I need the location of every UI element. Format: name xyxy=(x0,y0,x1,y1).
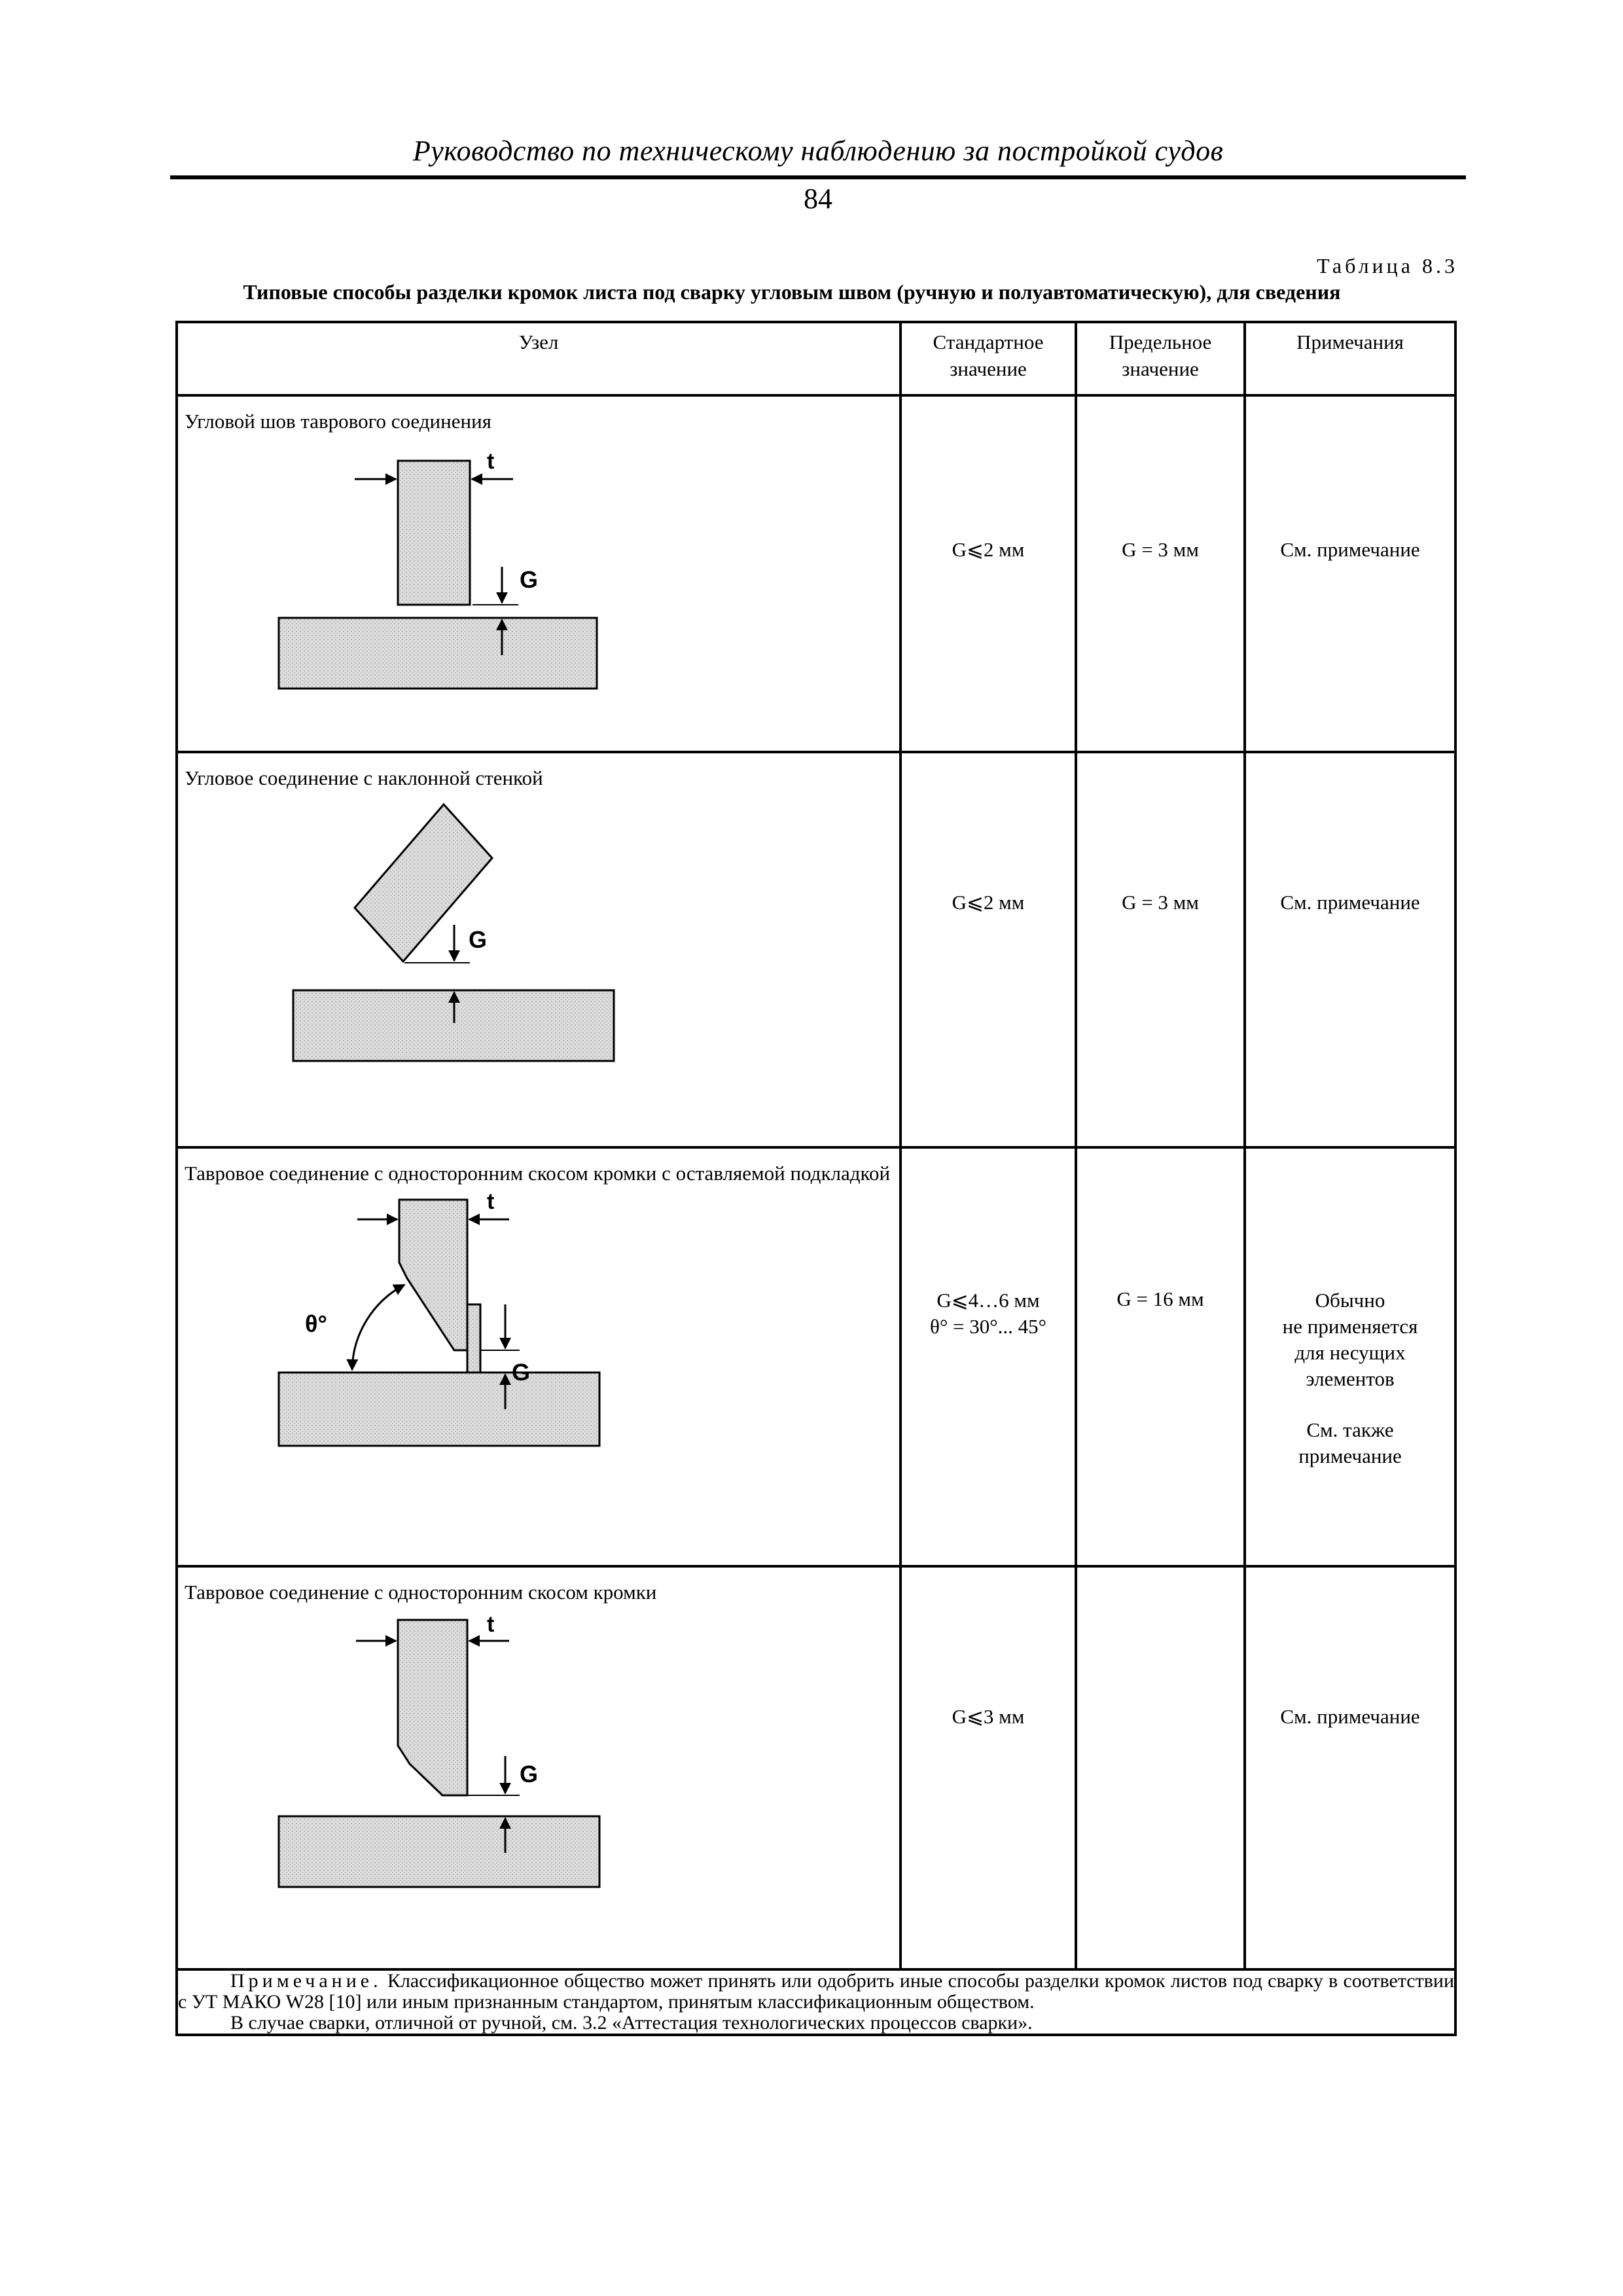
note-cell xyxy=(1245,1566,1455,1969)
note-value: См. примечание xyxy=(1280,538,1420,561)
footnote-row xyxy=(177,1969,1455,2035)
weld-table xyxy=(175,321,1457,2036)
note-line: не применяется xyxy=(1282,1315,1418,1338)
header-rule xyxy=(170,175,1466,179)
standard-cell xyxy=(901,1147,1076,1566)
bevel-with-backing-diagram xyxy=(276,1193,630,1494)
standard-value: G⩽2 мм xyxy=(952,891,1025,914)
note-cell xyxy=(1245,395,1455,752)
base-plate xyxy=(279,618,597,689)
table-label: Таблица 8.3 xyxy=(1317,254,1458,278)
note-line: См. также xyxy=(1306,1418,1394,1441)
limit-cell xyxy=(1076,1147,1245,1566)
node-cell xyxy=(177,752,901,1147)
t-label: t xyxy=(487,1615,495,1637)
note-line: для несущих xyxy=(1294,1341,1406,1364)
header-limit-line2: значение xyxy=(1122,357,1199,380)
theta-angle-arc xyxy=(352,1285,404,1370)
limit-cell xyxy=(1076,752,1245,1147)
beveled-plate xyxy=(398,1620,467,1795)
footnote-paragraph xyxy=(178,1971,1454,2013)
limit-value: G = 16 мм xyxy=(1116,1287,1204,1310)
header-standard-line1: Стандартное xyxy=(933,331,1044,353)
header-standard-line2: значение xyxy=(950,357,1027,380)
standard-value-angle: θ° = 30°... 45° xyxy=(929,1315,1047,1338)
g-label: G xyxy=(520,566,539,593)
node-cell xyxy=(177,1147,901,1566)
standard-cell xyxy=(901,1566,1076,1969)
node-title: Угловое соединение с наклонной стенкой xyxy=(185,766,543,789)
footnote-paragraph xyxy=(178,2013,1454,2034)
g-label: G xyxy=(469,926,488,953)
standard-value: G⩽3 мм xyxy=(952,1705,1025,1728)
t-label: t xyxy=(487,1193,495,1214)
standard-value-gap: G⩽4…6 мм xyxy=(936,1289,1040,1312)
footnote-cell xyxy=(177,1969,1455,2035)
table-row xyxy=(177,752,1455,1147)
theta-label: θ° xyxy=(305,1310,327,1337)
standard-cell xyxy=(901,752,1076,1147)
header-notes: Примечания xyxy=(1245,322,1455,395)
node-cell xyxy=(177,395,901,752)
node-title: Тавровое соединение с односторонним скосом кромки xyxy=(185,1581,657,1604)
footnote-text-2: В случае сварки, отличной от ручной, см. 3.2 «Аттестация технологических процессов сварки». xyxy=(230,2012,1033,2034)
standard-value: G⩽2 мм xyxy=(952,538,1025,561)
note-cell xyxy=(1245,752,1455,1147)
base-plate xyxy=(279,1372,599,1446)
header-limit xyxy=(1076,322,1245,395)
g-label: G xyxy=(512,1359,531,1386)
g-label: G xyxy=(520,1761,539,1787)
note-line: примечание xyxy=(1298,1444,1402,1467)
header-node: Узел xyxy=(177,322,901,395)
note-cell xyxy=(1245,1147,1455,1566)
note-value: См. примечание xyxy=(1280,891,1420,914)
note-line: элементов xyxy=(1306,1367,1395,1390)
t-label: t xyxy=(487,449,495,474)
node-title: Тавровое соединение с односторонним скосом кромки с оставляемой подкладкой xyxy=(185,1162,891,1185)
beveled-plate xyxy=(399,1200,467,1350)
standard-cell xyxy=(901,395,1076,752)
note-value: См. примечание xyxy=(1280,1705,1420,1728)
tee-fillet-diagram xyxy=(276,442,616,724)
page-number: 84 xyxy=(804,183,832,215)
table-row xyxy=(177,1147,1455,1566)
base-plate xyxy=(279,1816,599,1887)
node-cell xyxy=(177,1566,901,1969)
limit-cell xyxy=(1076,1566,1245,1969)
node-title: Угловой шов таврового соединения xyxy=(185,410,491,433)
table-header-row xyxy=(177,322,1455,395)
footnote-lead: Примечание. xyxy=(230,1970,382,1992)
vertical-plate xyxy=(398,461,470,605)
footnote-text: Классификационное общество может принять или одобрить иные способы разделки кромок листов под сварку в соответствии с УТ МАКО W28 [10] или иным признанным стандартом, принятым классификационным обществом. xyxy=(178,1970,1455,2013)
limit-cell xyxy=(1076,395,1245,752)
limit-value: G = 3 мм xyxy=(1122,891,1199,914)
table-caption: Типовые способы разделки кромок листа под сварку угловым швом (ручную и полуавтоматическую), для сведения xyxy=(243,280,1341,304)
single-bevel-diagram xyxy=(276,1615,630,1929)
backing-strip xyxy=(467,1304,480,1372)
table-row xyxy=(177,395,1455,752)
inclined-wall-diagram xyxy=(276,800,643,1128)
table-row xyxy=(177,1566,1455,1969)
header-standard xyxy=(901,322,1076,395)
note-line: Обычно xyxy=(1315,1289,1385,1312)
header-limit-line1: Предельное xyxy=(1109,331,1212,353)
limit-value: G = 3 мм xyxy=(1122,538,1199,561)
running-title: Руководство по техническому наблюдению за постройкой судов xyxy=(412,135,1224,167)
